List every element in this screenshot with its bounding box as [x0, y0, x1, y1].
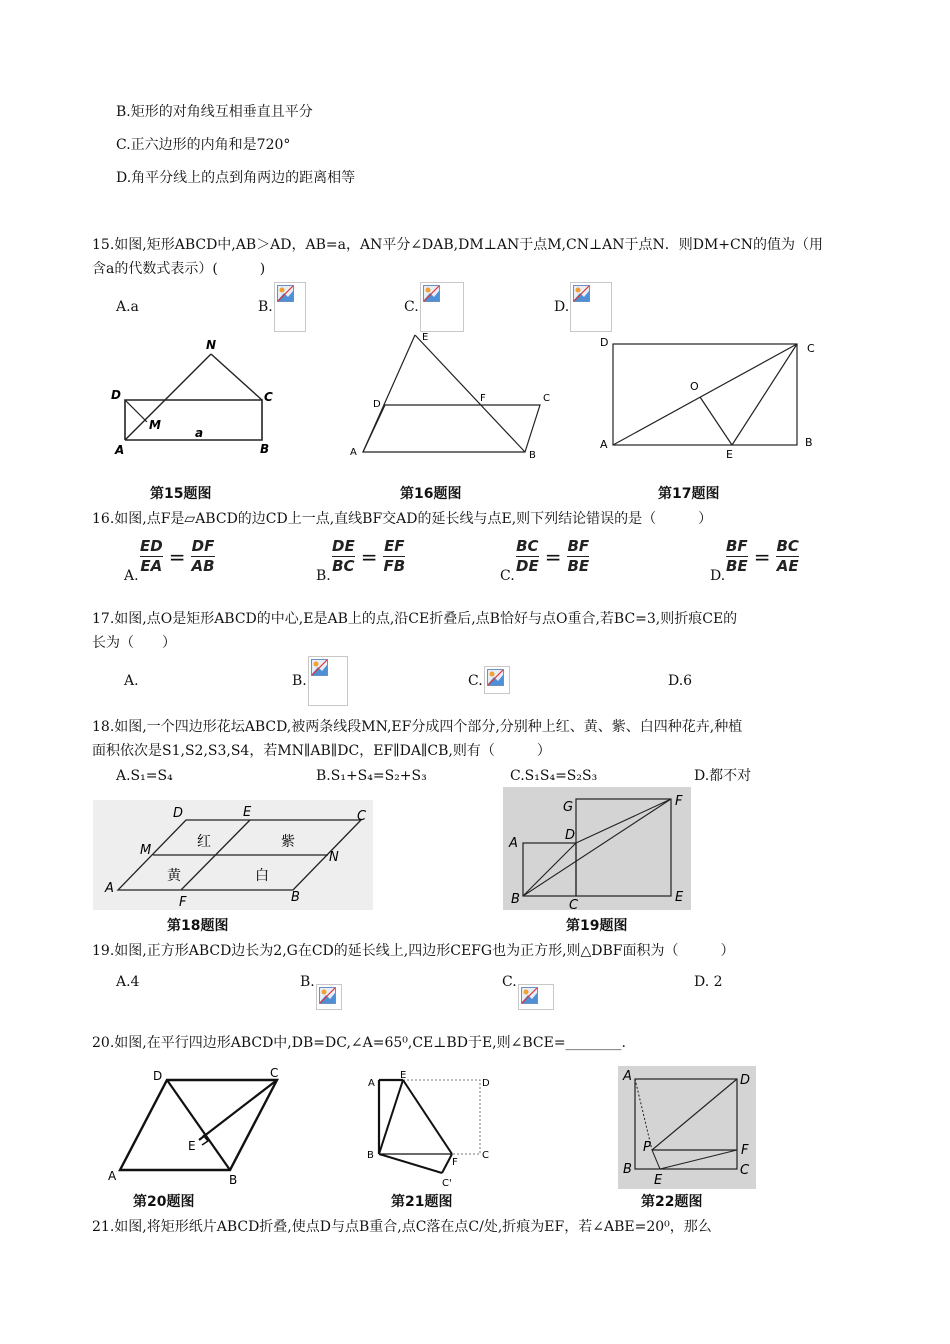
figure-19 [503, 787, 693, 912]
figure-22 [618, 1066, 758, 1191]
label-g: G [563, 800, 574, 815]
caption-fig18: 第18题图 [167, 918, 229, 934]
label-d: D [565, 828, 576, 843]
q17-option-c: C. [468, 673, 483, 689]
q17-option-a: A. [124, 673, 139, 689]
label-a: A [623, 1069, 632, 1084]
q17-stem-line2: 长为（ ） [92, 635, 176, 651]
label-c: C [270, 1066, 279, 1080]
figure-17 [595, 330, 825, 465]
label-f: F [179, 895, 187, 910]
q16-fraction-c: BC DE = BF BE [516, 537, 590, 575]
caption-fig21: 第21题图 [391, 1194, 453, 1210]
label-m: M [140, 843, 152, 858]
q17-stem-line1: 17.如图,点O是矩形ABCD的中心,E是AB上的点,沿CE折叠后,点B恰好与点O重合,若BC=3,则折痕CE的 [92, 611, 738, 627]
q18-stem-line2: 面积依次是S1,S2,S3,S4，若MN∥AB∥DC，EF∥DA∥CB,则有（ ） [92, 743, 551, 759]
label-a: A [115, 443, 125, 457]
q19-option-c-image [518, 984, 554, 1010]
label-c: C [357, 809, 367, 824]
option-c-prev: C.正六边形的内角和是720° [116, 137, 291, 153]
q15-option-b: B. [258, 299, 273, 315]
broken-image-icon [311, 659, 328, 676]
q16-fraction-d: BF BE = BC AE [726, 537, 799, 575]
figure-21 [362, 1068, 502, 1190]
q15-option-d: D. [554, 299, 570, 315]
label-c: C [543, 393, 550, 404]
q15-stem-line1: 15.如图,矩形ABCD中,AB＞AD，AB=a，AN平分∠DAB,DM⊥AN于点M,CN⊥AN于点N．则DM+CN的值为（用 [92, 237, 823, 253]
q19-option-a: A.4 [116, 974, 140, 990]
caption-fig17: 第17题图 [658, 486, 720, 502]
option-d-prev: D.角平分线上的点到角两边的距离相等 [116, 170, 356, 186]
q16-option-c: C. [500, 568, 515, 584]
broken-image-icon [521, 987, 538, 1004]
q16-option-a: A. [124, 568, 139, 584]
label-d: D [740, 1073, 751, 1088]
region-yellow: 黄 [167, 868, 181, 884]
label-c: C [740, 1163, 750, 1178]
label-f: F [675, 794, 683, 809]
q18-stem-line1: 18.如图,一个四边形花坛ABCD,被两条线段MN,EF分成四个部分,分别种上红、黄、紫、白四种花卉,种植 [92, 719, 743, 735]
label-a-side: a [195, 426, 204, 440]
q21-stem: 21.如图,将矩形纸片ABCD折叠,使点D与点B重合,点C落在点C/处,折痕为EF，若∠ABE=20⁰，那么 [92, 1219, 712, 1235]
label-b: B [623, 1162, 632, 1177]
label-a: A [368, 1078, 375, 1089]
label-f: F [741, 1143, 749, 1158]
label-e: E [422, 332, 429, 343]
label-b: B [229, 1173, 238, 1187]
label-c: C [264, 390, 273, 404]
label-n: N [206, 338, 217, 352]
q17-option-d: D.6 [668, 673, 693, 689]
broken-image-icon [487, 669, 504, 686]
caption-fig22: 第22题图 [641, 1194, 703, 1210]
label-d: D [153, 1069, 163, 1083]
q16-stem: 16.如图,点F是▱ABCD的边CD上一点,直线BF交AD的延长线与点E,则下列结论错误的是（ ） [92, 511, 713, 527]
q16-fraction-b: DE BC = EF FB [332, 537, 406, 575]
label-d: D [173, 806, 184, 821]
caption-fig16: 第16题图 [400, 486, 462, 502]
label-e: E [243, 805, 252, 820]
label-b: B [529, 450, 536, 461]
q18-option-d: D.都不对 [694, 768, 752, 784]
label-b: B [511, 892, 520, 907]
label-p: P [643, 1140, 651, 1155]
q15-option-b-image [274, 282, 306, 332]
option-b-prev: B.矩形的对角线互相垂直且平分 [116, 104, 313, 120]
q15-stem-line2: 含a的代数式表示）( ) [92, 261, 266, 277]
caption-fig19: 第19题图 [566, 918, 628, 934]
label-c: C [807, 342, 815, 355]
label-d: D [600, 336, 609, 349]
label-e: E [675, 890, 684, 905]
region-red: 红 [197, 834, 211, 850]
label-e: E [400, 1070, 407, 1081]
label-f: F [452, 1157, 458, 1168]
q18-option-a: A.S₁=S₄ [116, 768, 173, 784]
label-e: E [726, 448, 733, 461]
figure-20 [105, 1068, 295, 1190]
label-f: F [480, 393, 486, 404]
figure-15 [105, 335, 285, 460]
label-b: B [291, 890, 300, 905]
q19-option-b-image [316, 984, 342, 1010]
label-a: A [108, 1169, 117, 1183]
label-c: C [482, 1150, 489, 1161]
broken-image-icon [573, 285, 590, 302]
q18-option-b: B.S₁+S₄=S₂+S₃ [316, 768, 427, 784]
broken-image-icon [319, 987, 336, 1004]
q16-option-d: D. [710, 568, 726, 584]
broken-image-icon [423, 285, 440, 302]
label-a: A [350, 447, 357, 458]
q15-option-d-image [570, 282, 612, 332]
q17-option-b-image [308, 656, 348, 706]
q20-stem: 20.如图,在平行四边形ABCD中,DB=DC,∠A=65⁰,CE⊥BD于E,则∠BCE=________. [92, 1035, 627, 1051]
label-c-prime: C' [442, 1178, 452, 1189]
label-m: M [149, 418, 161, 432]
q16-fraction-a: ED EA = DF AB [140, 537, 215, 575]
caption-fig15: 第15题图 [150, 486, 212, 502]
region-purple: 紫 [281, 834, 295, 850]
q17-option-c-image [484, 666, 510, 694]
label-d: D [111, 388, 121, 402]
label-c: C [569, 898, 579, 913]
figure-18 [93, 800, 378, 912]
label-b: B [805, 436, 813, 449]
label-a: A [509, 836, 518, 851]
q15-option-c: C. [404, 299, 419, 315]
q19-option-d: D. 2 [694, 974, 723, 990]
label-a: A [105, 881, 114, 896]
label-o: O [690, 380, 699, 393]
caption-fig20: 第20题图 [133, 1194, 195, 1210]
label-e: E [188, 1139, 196, 1153]
q15-option-a: A.a [116, 299, 139, 315]
broken-image-icon [277, 285, 294, 302]
label-a: A [600, 438, 608, 451]
figure-16 [345, 325, 560, 465]
label-d: D [373, 399, 381, 410]
label-n: N [329, 850, 339, 865]
q17-option-b: B. [292, 673, 307, 689]
label-e: E [654, 1173, 663, 1188]
label-b: B [260, 442, 270, 456]
label-b: B [367, 1150, 374, 1161]
q19-stem: 19.如图,正方形ABCD边长为2,G在CD的延长线上,四边形CEFG也为正方形,则△DBF面积为（ ） [92, 943, 735, 959]
q18-option-c: C.S₁S₄=S₂S₃ [510, 768, 598, 784]
q16-option-b: B. [316, 568, 331, 584]
label-d: D [482, 1078, 490, 1089]
q19-option-b: B. [300, 974, 315, 990]
region-white: 白 [255, 868, 269, 884]
q19-option-c: C. [502, 974, 517, 990]
